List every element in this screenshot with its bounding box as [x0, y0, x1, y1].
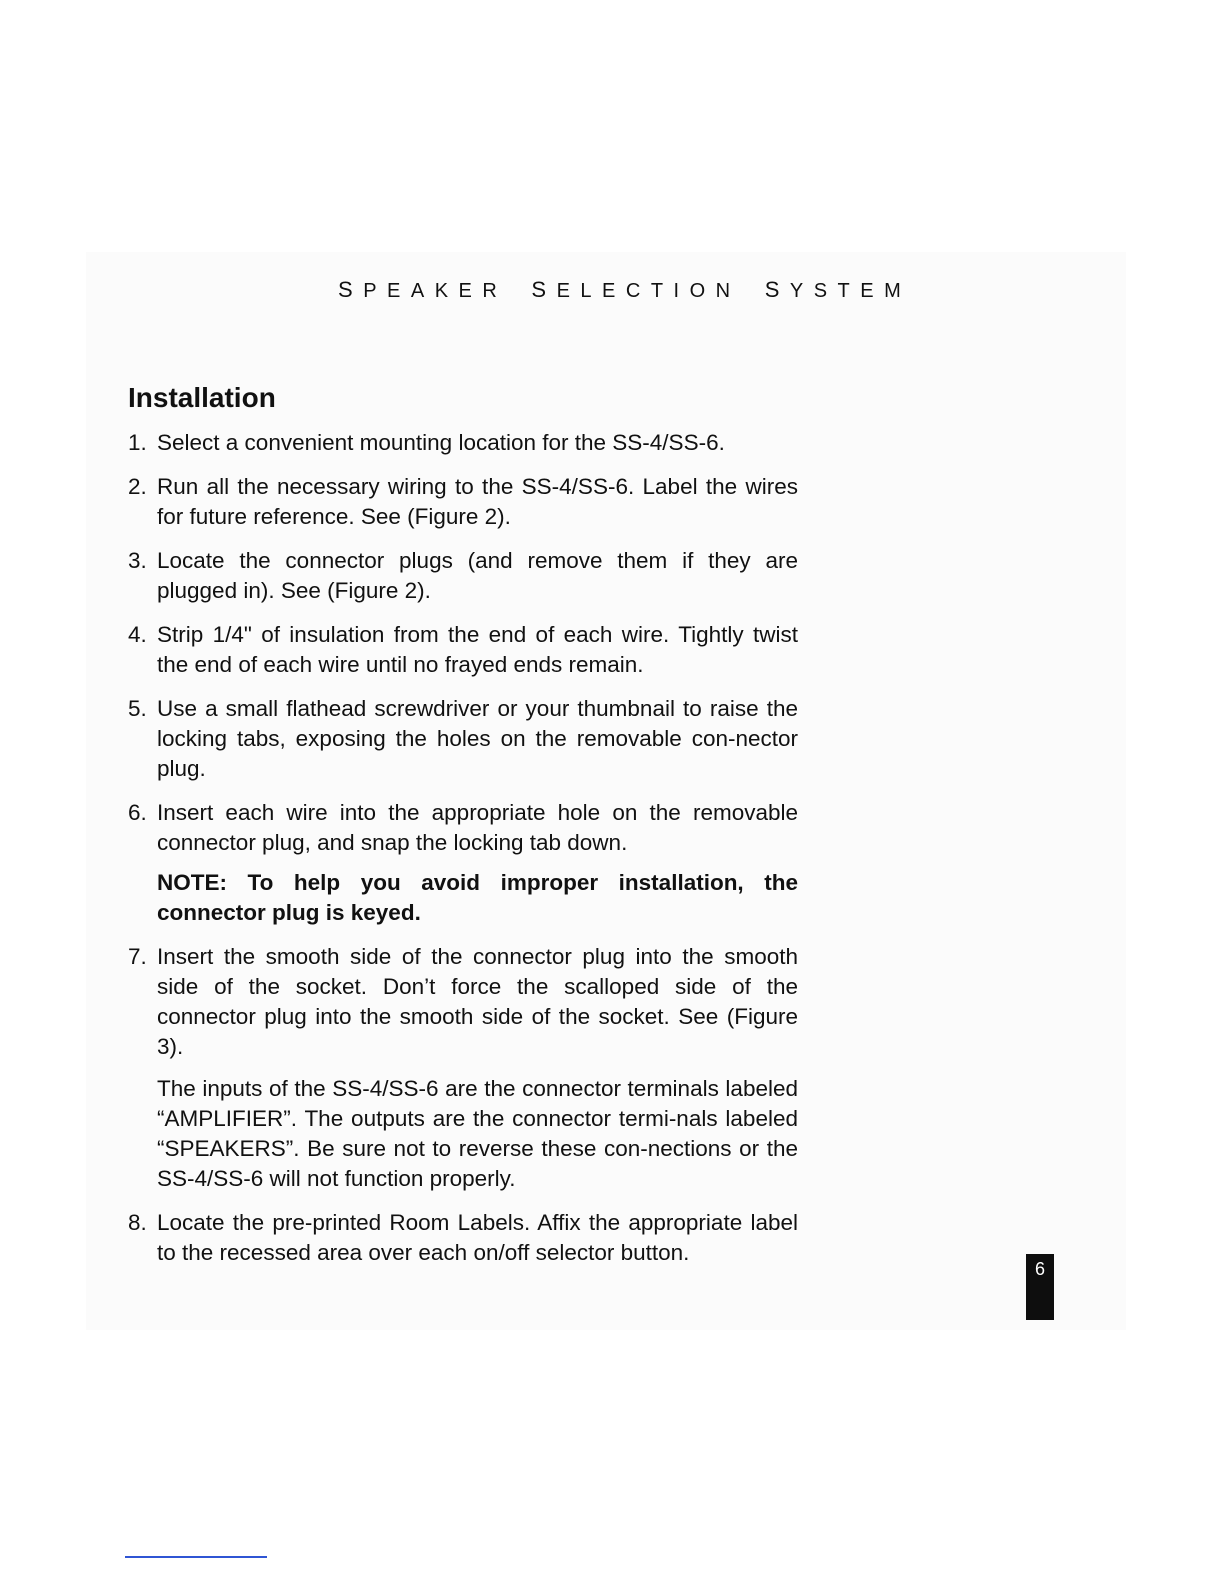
step-text: Use a small flathead screwdriver or your thumbnail to raise the locking tabs, exposing the holes on the removable con-nector plug.: [157, 696, 798, 781]
step-number: 2.: [128, 474, 147, 499]
step-1: [128, 428, 798, 458]
inputs-outputs-paragraph: The inputs of the SS-4/SS-6 are the connector terminals labeled “AMPLIFIER”. The outputs are the connector termi-nals labeled “SPEAKERS”. Be sure not to reverse these con-nections or the SS-4/SS-6 will not function properly.: [157, 1076, 798, 1191]
step-4: [128, 620, 798, 680]
page-number: 6: [1034, 1259, 1045, 1279]
step-text: Locate the pre-printed Room Labels. Affix the appropriate label to the recessed area over each on/off selector button.: [157, 1210, 798, 1265]
step-text: Strip 1/4" of insulation from the end of each wire. Tightly twist the end of each wire until no frayed ends remain.: [157, 622, 798, 677]
step-6: [128, 798, 798, 928]
step-number: 3.: [128, 548, 147, 573]
step-5: [128, 694, 798, 784]
step-number: 4.: [128, 622, 147, 647]
step-text: Insert the smooth side of the connector plug into the smooth side of the socket. Don’t force the scalloped side of the connector plug into the smooth side of the socket. See (Figure 3).: [157, 944, 798, 1059]
step-text: Locate the connector plugs (and remove them if they are plugged in). See (Figure 2).: [157, 548, 798, 603]
installation-steps: [128, 428, 798, 1282]
footer-rule: [125, 1556, 267, 1558]
step-number: 7.: [128, 944, 147, 969]
step-text: Select a convenient mounting location for the SS-4/SS-6.: [157, 430, 725, 455]
step-text: Insert each wire into the appropriate hole on the removable connector plug, and snap the locking tab down.: [157, 800, 798, 855]
keyed-plug-note: NOTE: To help you avoid improper installation, the connector plug is keyed.: [157, 870, 798, 925]
step-number: 8.: [128, 1210, 147, 1235]
step-number: 5.: [128, 696, 147, 721]
step-text: Run all the necessary wiring to the SS-4/SS-6. Label the wires for future reference. See (Figure 2).: [157, 474, 798, 529]
page-number-tab: [1026, 1254, 1054, 1320]
step-number: 6.: [128, 800, 147, 825]
step-8: [128, 1208, 798, 1268]
running-header: SPEAKER SELECTION SYSTEM: [338, 277, 912, 302]
step-3: [128, 546, 798, 606]
step-2: [128, 472, 798, 532]
section-title: Installation: [128, 382, 276, 413]
step-number: 1.: [128, 430, 147, 455]
step-7: [128, 942, 798, 1194]
